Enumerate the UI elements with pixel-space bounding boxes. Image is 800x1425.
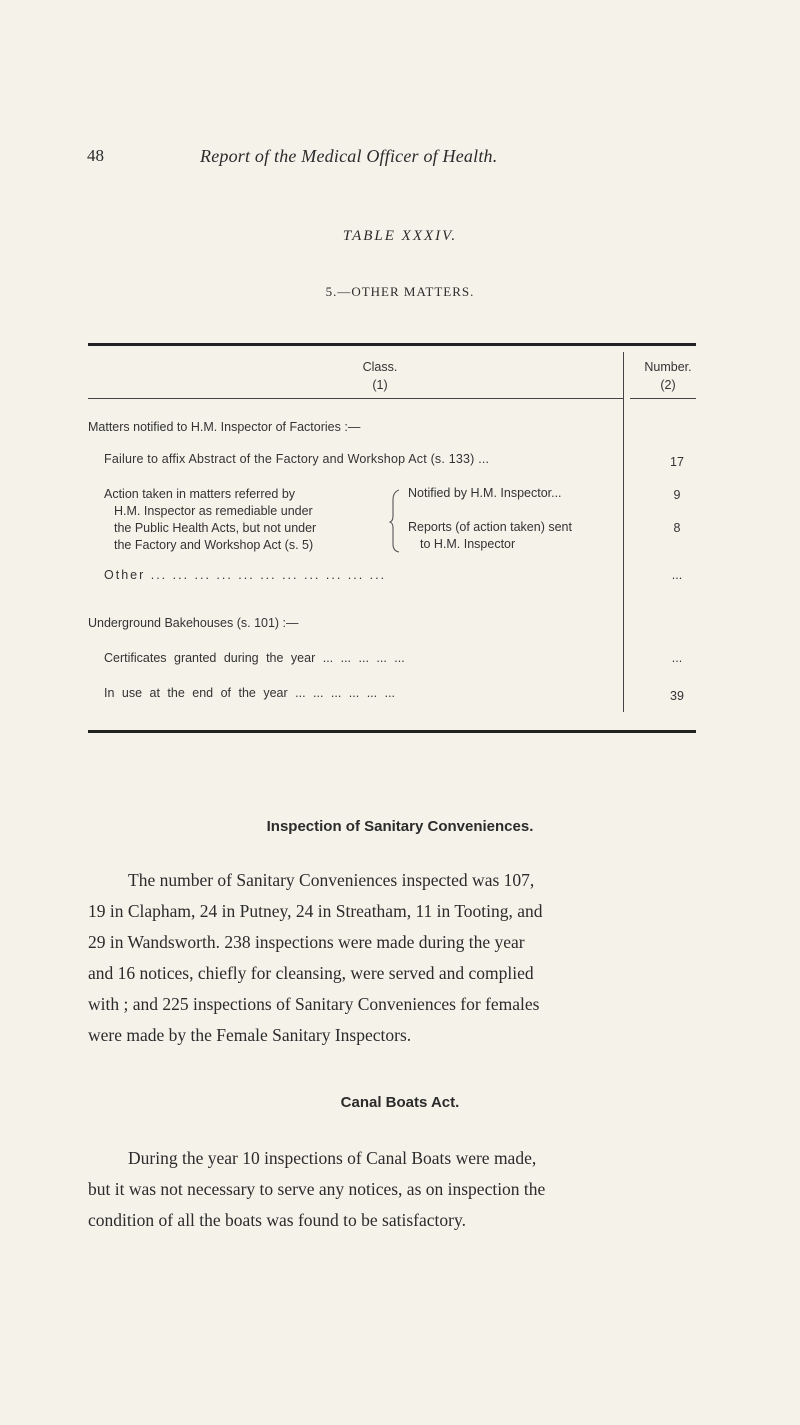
text-line: and 16 notices, chiefly for cleansing, were served and complied [88,963,534,983]
notified-label: Notified by H.M. Inspector... [408,486,562,500]
row-label-certificates: Certificates granted during the year ... ... ... ... ... [104,651,405,665]
row-value-other: ... [671,568,683,582]
row-label-other: Other ... ... ... ... ... ... ... ... ... ... ... [104,568,387,582]
row-value-failure: 17 [670,455,684,469]
brace-icon [389,488,403,554]
column-header-class-index: (1) [372,378,388,392]
row-label-in-use: In use at the end of the year ... ... ... ... ... ... [104,686,396,700]
paragraph-canal [88,1143,700,1236]
reports-label-line2: to H.M. Inspector [420,537,516,551]
text-line: with ; and 225 inspections of Sanitary Conveniences for females [88,994,540,1014]
table-title: TABLE XXXIV. [342,228,458,244]
row-value-in-use: 39 [670,689,684,703]
action-line: Action taken in matters referred by [104,487,296,501]
column-header-number-index: (2) [660,378,676,392]
action-line: the Factory and Workshop Act (s. 5) [114,538,314,552]
column-divider [623,352,624,712]
row-label-action [104,486,396,554]
text-line: 29 in Wandsworth. 238 inspections were made during the year [88,932,525,952]
heading-sanitary: Inspection of Sanitary Conveniences. [266,818,534,835]
row-label-failure: Failure to affix Abstract of the Factory and Workshop Act (s. 133) ... [104,452,490,466]
text-line: During the year 10 inspections of Canal Boats were made, [128,1148,537,1168]
action-line: H.M. Inspector as remediable under [114,504,313,518]
text-line: condition of all the boats was found to be satisfactory. [88,1210,466,1230]
header-rule-left [88,398,623,399]
section-heading-bakehouses: Underground Bakehouses (s. 101) :— [88,616,299,630]
table-bottom-rule [88,730,696,733]
table-subtitle: 5.—OTHER MATTERS. [325,284,475,299]
notified-value: 9 [673,488,681,502]
row-value-certificates: ... [671,651,683,665]
action-line: the Public Health Acts, but not under [114,521,317,535]
text-line: The number of Sanitary Conveniences inspected was 107, [128,870,535,890]
text-line: 19 in Clapham, 24 in Putney, 24 in Streatham, 11 in Tooting, and [88,901,543,921]
heading-canal: Canal Boats Act. [340,1094,460,1111]
table-top-rule [88,343,696,346]
text-line: were made by the Female Sanitary Inspectors. [88,1025,412,1045]
reports-value: 8 [673,521,681,535]
page-number: 48 [87,146,104,165]
header-rule-right [630,398,696,399]
running-title: Report of the Medical Officer of Health. [200,146,498,166]
column-header-class: Class. [362,360,398,374]
text-line: but it was not necessary to serve any notices, as on inspection the [88,1179,546,1199]
reports-label-line1: Reports (of action taken) sent [408,520,572,534]
paragraph-sanitary [88,865,700,1051]
column-header-number: Number. [644,360,692,374]
section-heading-factories: Matters notified to H.M. Inspector of Factories :— [88,420,361,434]
